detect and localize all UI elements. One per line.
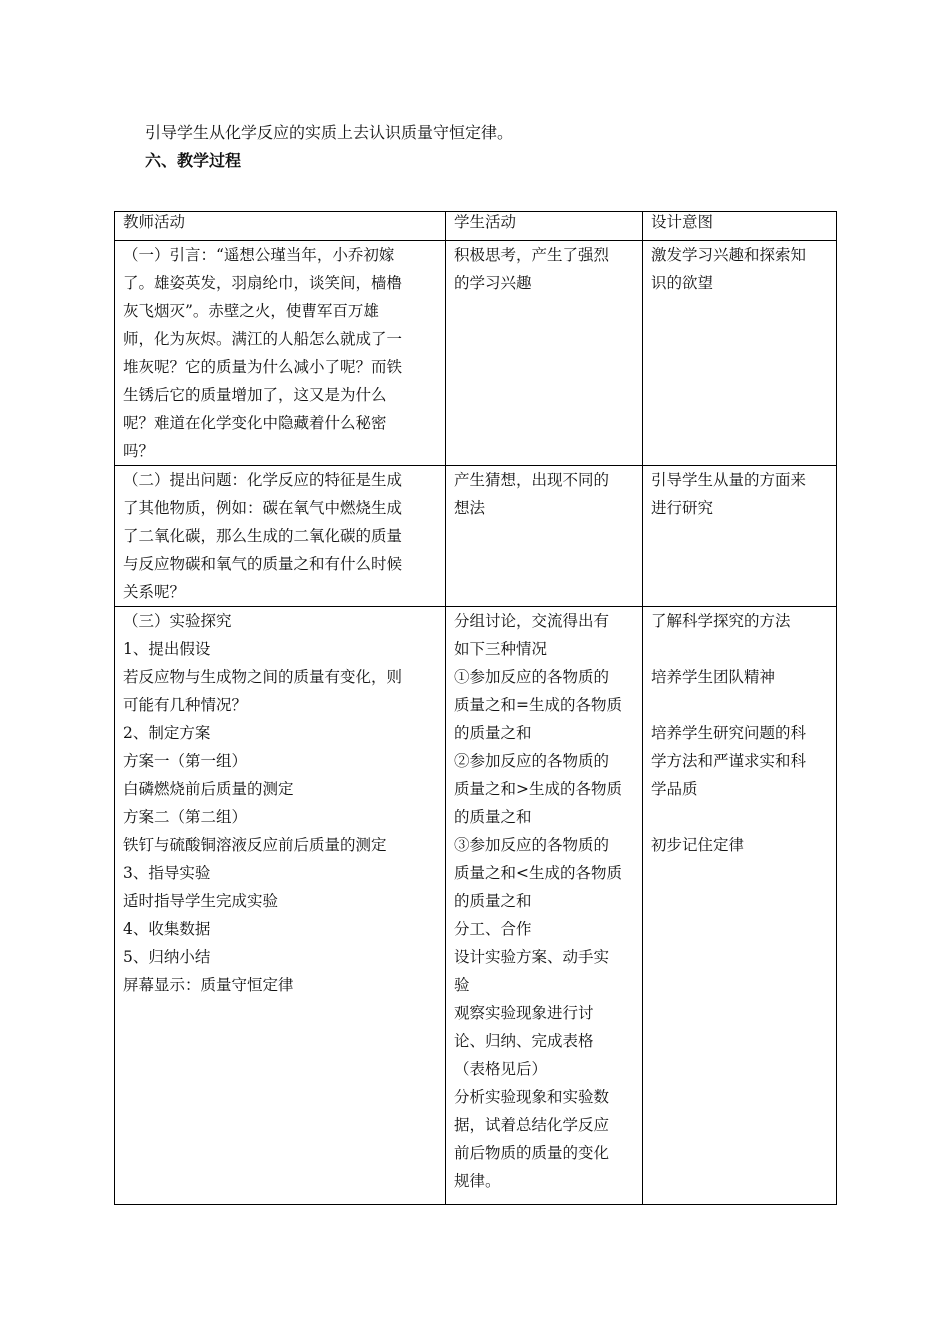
- cell-text-line: 的学习兴趣: [454, 274, 532, 292]
- cell-text-line: 灰飞烟灭”。赤壁之火，使曹军百万雄: [123, 302, 379, 320]
- cell-text-line: 了。雄姿英发，羽扇纶巾，谈笑间，樯橹: [123, 274, 403, 292]
- cell-text-line: 呢？难道在化学变化中隐藏着什么秘密: [123, 414, 387, 432]
- cell-text-line: 初步记住定律: [651, 836, 745, 854]
- cell-text-line: 观察实验现象进行讨: [454, 1004, 594, 1022]
- cell-text-line: 积极思考，产生了强烈: [454, 246, 610, 264]
- cell-text-line: 设计实验方案、动手实: [454, 948, 610, 966]
- cell-text-line: 据，试着总结化学反应: [454, 1116, 610, 1134]
- teacher-activity-cell: [115, 607, 446, 1205]
- cell-text-line: 若反应物与生成物之间的质量有变化，则: [123, 668, 403, 686]
- cell-text-line: 可能有几种情况？: [123, 696, 248, 714]
- section-heading: 六、教学过程: [145, 151, 242, 170]
- cell-text-line: 方案一（第一组）: [123, 752, 248, 770]
- cell-text-line: 与反应物碳和氧气的质量之和有什么时候: [123, 555, 403, 573]
- cell-text-line: 想法: [454, 499, 486, 517]
- cell-text-line: 验: [454, 976, 470, 994]
- cell-text-line: 论、归纳、完成表格: [454, 1032, 594, 1050]
- cell-text-line: 激发学习兴趣和探索知: [651, 246, 807, 264]
- cell-text-line: 4、收集数据: [123, 920, 211, 938]
- teaching-process-table: [114, 211, 837, 1205]
- table-row: [115, 466, 837, 607]
- cell-text-line: ①参加反应的各物质的: [454, 668, 610, 686]
- student-activity-cell: [446, 241, 643, 466]
- cell-text-line: 分组讨论，交流得出有: [454, 612, 610, 630]
- teacher-activity-cell: [115, 466, 446, 607]
- cell-text-line: 3、指导实验: [123, 864, 211, 882]
- cell-text-line: 适时指导学生完成实验: [123, 892, 279, 910]
- intro-paragraph: 引导学生从化学反应的实质上去认识质量守恒定律。: [145, 123, 514, 142]
- cell-text-line: 关系呢？: [123, 583, 186, 601]
- cell-text-line: 质量之和>生成的各物质: [454, 780, 622, 798]
- cell-text-line: 了解科学探究的方法: [651, 612, 791, 630]
- cell-text-line: 了二氧化碳，那么生成的二氧化碳的质量: [123, 527, 403, 545]
- table-row: [115, 607, 837, 1205]
- cell-text-line: 师，化为灰烬。满江的人船怎么就成了一: [123, 330, 403, 348]
- cell-text-line: 堆灰呢？它的质量为什么减小了呢？而铁: [123, 358, 403, 376]
- cell-text-line: 屏幕显示：质量守恒定律: [123, 976, 294, 994]
- cell-text-line: 的质量之和: [454, 724, 532, 742]
- cell-text-line: 学品质: [651, 780, 698, 798]
- teacher-activity-cell: [115, 241, 446, 466]
- cell-text-line: 质量之和<生成的各物质: [454, 864, 622, 882]
- cell-text-line: 1、提出假设: [123, 640, 211, 658]
- blank-line: [651, 803, 828, 831]
- cell-text-line: 生锈后它的质量增加了，这又是为什么: [123, 386, 387, 404]
- cell-text-line: 前后物质的质量的变化: [454, 1144, 610, 1162]
- cell-text-line: 产生猜想，出现不同的: [454, 471, 610, 489]
- cell-text-line: ③参加反应的各物质的: [454, 836, 610, 854]
- blank-line: [651, 635, 828, 663]
- cell-text-line: 质量之和=生成的各物质: [454, 696, 622, 714]
- header-student-activity: 学生活动: [446, 212, 643, 241]
- cell-text-line: 识的欲望: [651, 274, 714, 292]
- cell-text-line: 规律。: [454, 1172, 501, 1190]
- cell-text-line: 引导学生从量的方面来: [651, 471, 807, 489]
- cell-text-line: 分工、合作: [454, 920, 532, 938]
- design-intent-cell: [643, 241, 837, 466]
- cell-text-line: 的质量之和: [454, 808, 532, 826]
- cell-text-line: 方案二（第二组）: [123, 808, 248, 826]
- table-header-row: [115, 212, 837, 241]
- cell-text-line: 了其他物质，例如：碳在氧气中燃烧生成: [123, 499, 403, 517]
- cell-text-line: 进行研究: [651, 499, 714, 517]
- blank-line: [651, 691, 828, 719]
- cell-text-line: （一）引言：“遥想公瑾当年，小乔初嫁: [123, 246, 395, 264]
- design-intent-cell: [643, 466, 837, 607]
- student-activity-cell: [446, 607, 643, 1205]
- cell-text-line: 铁钉与硫酸铜溶液反应前后质量的测定: [123, 836, 387, 854]
- cell-text-line: ②参加反应的各物质的: [454, 752, 610, 770]
- header-design-intent: 设计意图: [643, 212, 837, 241]
- cell-text-line: 2、制定方案: [123, 724, 211, 742]
- cell-text-line: 白磷燃烧前后质量的测定: [123, 780, 294, 798]
- cell-text-line: 分析实验现象和实验数: [454, 1088, 610, 1106]
- cell-text-line: （二）提出问题：化学反应的特征是生成: [123, 471, 403, 489]
- cell-text-line: （表格见后）: [454, 1060, 548, 1078]
- cell-text-line: 培养学生研究问题的科: [651, 724, 807, 742]
- cell-text-line: 培养学生团队精神: [651, 668, 776, 686]
- cell-text-line: 学方法和严谨求实和科: [651, 752, 807, 770]
- cell-text-line: 的质量之和: [454, 892, 532, 910]
- cell-text-line: （三）实验探究: [123, 612, 232, 630]
- header-teacher-activity: 教师活动: [115, 212, 446, 241]
- cell-text-line: 5、归纳小结: [123, 948, 211, 966]
- cell-text-line: 如下三种情况: [454, 640, 548, 658]
- design-intent-cell: [643, 607, 837, 1205]
- student-activity-cell: [446, 466, 643, 607]
- cell-text-line: 吗？: [123, 442, 155, 460]
- table-row: [115, 241, 837, 466]
